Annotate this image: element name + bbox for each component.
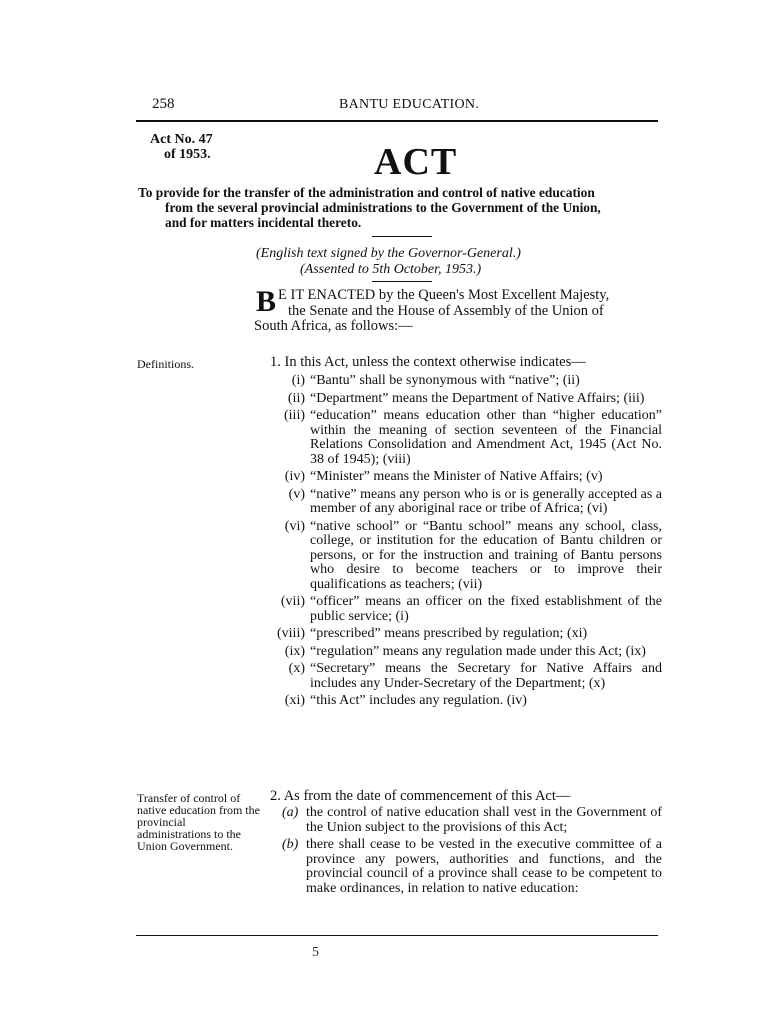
footer-mark: 5: [312, 945, 319, 960]
assented-note: (Assented to 5th October, 1953.): [300, 262, 482, 277]
definitions-list: [270, 374, 662, 712]
divider-rule: [372, 281, 432, 282]
definition-item: (iv) “Minister” means the Minister of Native Affairs; (v): [284, 469, 603, 484]
definition-item: (ix) “regulation” means any regulation made under this Act; (ix): [284, 643, 646, 659]
enacting-line3: South Africa, as follows:—: [254, 318, 413, 334]
drop-cap: B: [256, 285, 277, 318]
act-number: [150, 132, 213, 162]
definition-item: (xi) “this Act” includes any regulation. (iv): [284, 693, 527, 708]
divider-rule: [372, 236, 432, 237]
signed-note: (English text signed by the Governor-General.): [256, 246, 521, 261]
list-item: (b) there shall cease to be vested in the executive committee of a province any powers, authorities and functions, and the provincial council of a province shall cease to be competent to make ordinances, in relation to native education:: [282, 837, 662, 896]
section-2-items: [282, 806, 662, 899]
definition-item: (x) “Secretary” means the Secretary for Native Affairs and includes any Under-Secretary of the Department; (x): [288, 661, 662, 691]
section-1-intro: 1. In this Act, unless the context otherwise indicates—: [270, 354, 586, 370]
definition-item: (iii) “education” means education other than “higher education” within the meaning of section seventeen of the Financial Relations Consolidation and Amendment Act, 1945 (Act No. 38 of 1945); (viii): [284, 408, 662, 467]
enacting-clause: [254, 285, 660, 335]
header-rule: [136, 120, 658, 122]
definition-item: (viii) “prescribed” means prescribed by regulation; (xi): [277, 626, 588, 641]
side-note-transfer: Transfer of control of native education from the provincial administrations to the Union Government.: [137, 791, 260, 853]
side-note-definitions: Definitions.: [137, 357, 194, 371]
definition-item: (ii) “Department” means the Department of Native Affairs; (iii): [287, 390, 645, 406]
enacting-line1: E IT ENACTED by the Queen's Most Excellent Majesty,: [278, 287, 610, 303]
act-number-line2: of 1953.: [164, 147, 211, 162]
running-title: BANTU EDUCATION.: [339, 97, 480, 112]
long-title-line2: from the several provincial administrations to the Government of the Union,: [165, 200, 601, 215]
definition-item: (i) “Bantu” shall be synonymous with “native”; (ii): [291, 373, 580, 388]
long-title: [138, 185, 664, 230]
definition-item: (vi) “native school” or “Bantu school” means any school, class, college, or institution for the education of Bantu children or persons, or for the instruction and training of Bantu persons who desire to become teachers or to improve their qualifications as teachers; (vii): [284, 518, 662, 592]
footer-rule: [136, 935, 658, 936]
section-2-intro: 2. As from the date of commencement of this Act—: [270, 788, 571, 804]
page-number: 258: [152, 96, 175, 112]
long-title-line3: and for matters incidental thereto.: [165, 215, 362, 230]
long-title-line1: To provide for the transfer of the administration and control of native education: [138, 185, 595, 200]
act-heading: ACT: [374, 141, 458, 183]
list-item: (a) the control of native education shall vest in the Government of the Union subject to the provisions of this Act;: [282, 805, 662, 835]
enacting-line2: the Senate and the House of Assembly of the Union of: [288, 302, 604, 319]
definition-item: (vii) “officer” means an officer on the fixed establishment of the public service; (i): [280, 594, 662, 624]
definition-item: (v) “native” means any person who is or is generally accepted as a member of any aboriginal race or tribe of Africa; (vi): [288, 486, 662, 516]
act-number-line1: Act No. 47: [150, 132, 213, 147]
